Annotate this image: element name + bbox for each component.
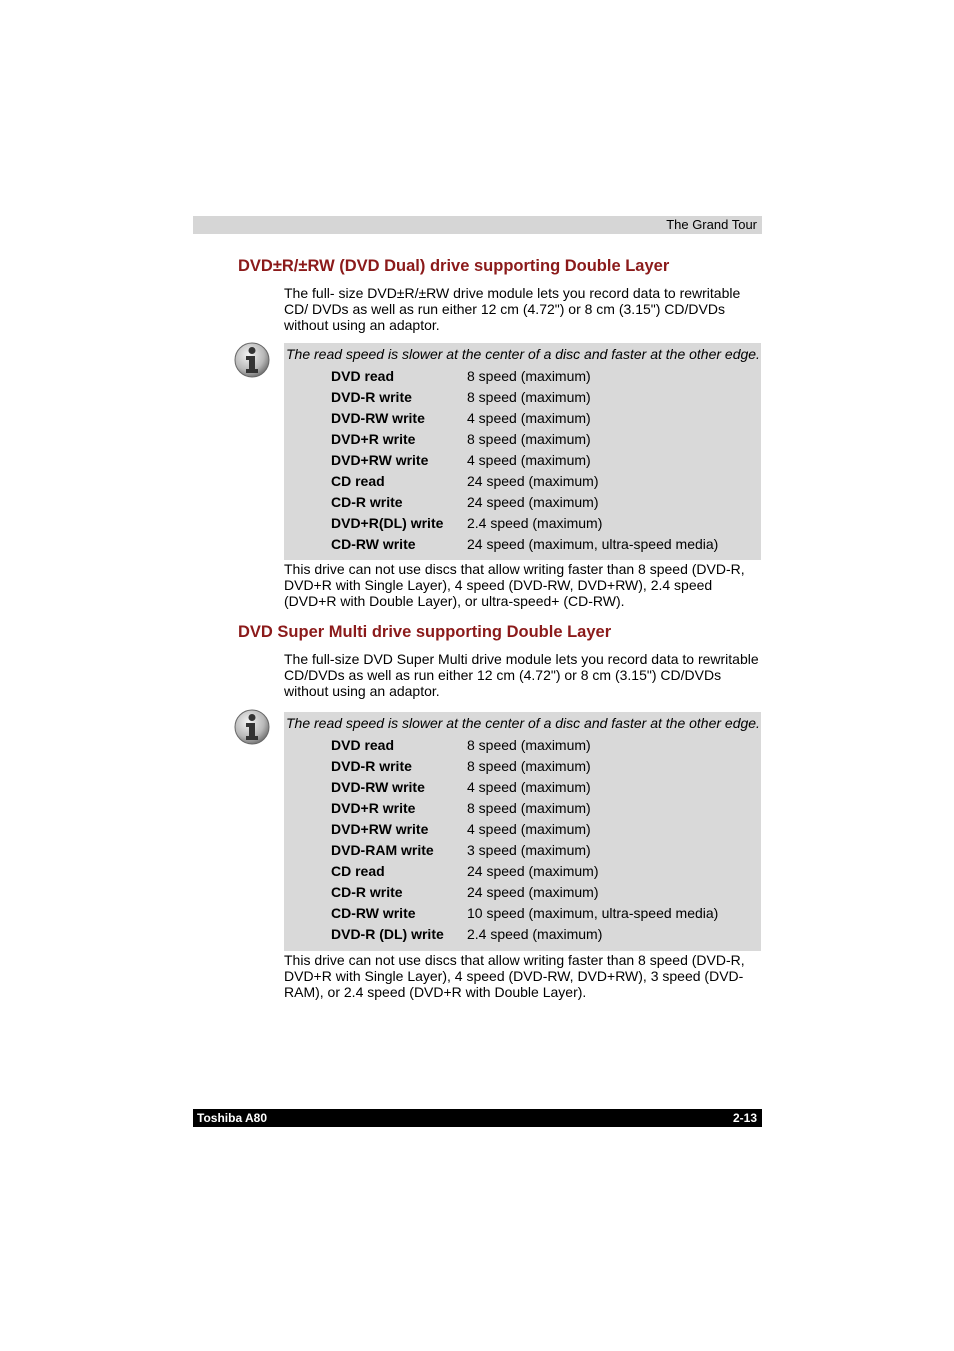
footer-page-number: 2-13 (732, 1111, 757, 1125)
spec-label: DVD+R write (331, 800, 416, 816)
spec-label: CD-RW write (331, 905, 416, 921)
spec-row (284, 735, 761, 756)
section1-title: DVD±R/±RW (DVD Dual) drive supporting Double Layer (238, 257, 670, 275)
section1-after: This drive can not use discs that allow writing faster than 8 speed (DVD-R, DVD+R with Single Layer), 4 speed (DVD-RW, DVD+RW), 2.4 speed (DVD+R with Double Layer), or ultra-speed+ (CD-RW). (284, 561, 745, 609)
spec-label: DVD read (331, 368, 395, 384)
note-box-section2 (284, 712, 761, 951)
spec-row (284, 798, 761, 819)
spec-row (284, 387, 761, 408)
note-box-section1 (284, 343, 761, 560)
spec-value: 24 speed (maximum, ultra-speed media) (467, 536, 719, 552)
spec-label: CD-R write (331, 494, 403, 510)
spec-label: DVD-R (DL) write (331, 926, 444, 942)
spec-value: 24 speed (maximum) (467, 494, 599, 510)
spec-row (284, 819, 761, 840)
spec-row (284, 903, 761, 924)
spec-value: 8 speed (maximum) (467, 758, 591, 774)
spec-value: 24 speed (maximum) (467, 863, 599, 879)
spec-value: 10 speed (maximum, ultra-speed media) (467, 905, 719, 921)
spec-row (284, 471, 761, 492)
spec-label: CD-RW write (331, 536, 416, 552)
spec-value: 8 speed (maximum) (467, 800, 591, 816)
spec-row (284, 777, 761, 798)
spec-row (284, 861, 761, 882)
spec-row (284, 492, 761, 513)
spec-label: CD read (331, 473, 385, 489)
spec-label: DVD+RW write (331, 452, 429, 468)
running-footer (193, 1109, 762, 1127)
spec-row (284, 840, 761, 861)
section1-intro: The full- size DVD±R/±RW drive module lets you record data to rewritable CD/ DVDs as well as run either 12 cm (4.72") or 8 cm (3.15") CD/DVDs without using an adaptor. (284, 285, 741, 333)
spec-value: 2.4 speed (maximum) (467, 926, 603, 942)
spec-row (284, 429, 761, 450)
spec-label: DVD+RW write (331, 821, 429, 837)
spec-label: DVD-RW write (331, 779, 425, 795)
spec-label: CD read (331, 863, 385, 879)
spec-value: 8 speed (maximum) (467, 737, 591, 753)
header-section-name: The Grand Tour (666, 217, 757, 232)
spec-value: 4 speed (maximum) (467, 452, 591, 468)
spec-row (284, 366, 761, 387)
spec-value: 8 speed (maximum) (467, 431, 591, 447)
running-header (193, 216, 762, 234)
spec-label: DVD read (331, 737, 395, 753)
info-icon (234, 342, 270, 378)
section2-after: This drive can not use discs that allow writing faster than 8 speed (DVD-R, DVD+R with Single Layer), 4 speed (DVD-RW, DVD+RW), 3 speed (DVD-RAM), or 2.4 speed (DVD+R with Double Layer). (284, 952, 745, 1000)
spec-label: DVD-R write (331, 758, 412, 774)
info-icon (234, 709, 270, 745)
spec-label: DVD+R(DL) write (331, 515, 444, 531)
note-text: The read speed is slower at the center of a disc and faster at the other edge. (286, 346, 760, 362)
section2-intro: The full-size DVD Super Multi drive module lets you record data to rewritable CD/DVDs as well as run either 12 cm (4.72") or 8 cm (3.15") CD/DVDs without using an adaptor. (284, 651, 759, 699)
spec-row (284, 756, 761, 777)
spec-label: DVD-RAM write (331, 842, 434, 858)
spec-table (284, 366, 761, 555)
spec-row (284, 408, 761, 429)
spec-value: 4 speed (maximum) (467, 821, 591, 837)
spec-value: 3 speed (maximum) (467, 842, 591, 858)
spec-row (284, 534, 761, 555)
spec-label: DVD+R write (331, 431, 416, 447)
spec-label: DVD-RW write (331, 410, 425, 426)
spec-label: DVD-R write (331, 389, 412, 405)
spec-value: 4 speed (maximum) (467, 779, 591, 795)
spec-value: 2.4 speed (maximum) (467, 515, 603, 531)
section2-title: DVD Super Multi drive supporting Double Layer (238, 623, 612, 641)
footer-product: Toshiba A80 (197, 1111, 268, 1125)
spec-row (284, 513, 761, 534)
spec-value: 24 speed (maximum) (467, 884, 599, 900)
spec-value: 4 speed (maximum) (467, 410, 591, 426)
spec-value: 8 speed (maximum) (467, 389, 591, 405)
spec-row (284, 882, 761, 903)
spec-row (284, 924, 761, 945)
spec-row (284, 450, 761, 471)
spec-value: 8 speed (maximum) (467, 368, 591, 384)
spec-table (284, 735, 761, 945)
spec-value: 24 speed (maximum) (467, 473, 599, 489)
spec-label: CD-R write (331, 884, 403, 900)
note-text: The read speed is slower at the center of a disc and faster at the other edge. (286, 715, 760, 731)
